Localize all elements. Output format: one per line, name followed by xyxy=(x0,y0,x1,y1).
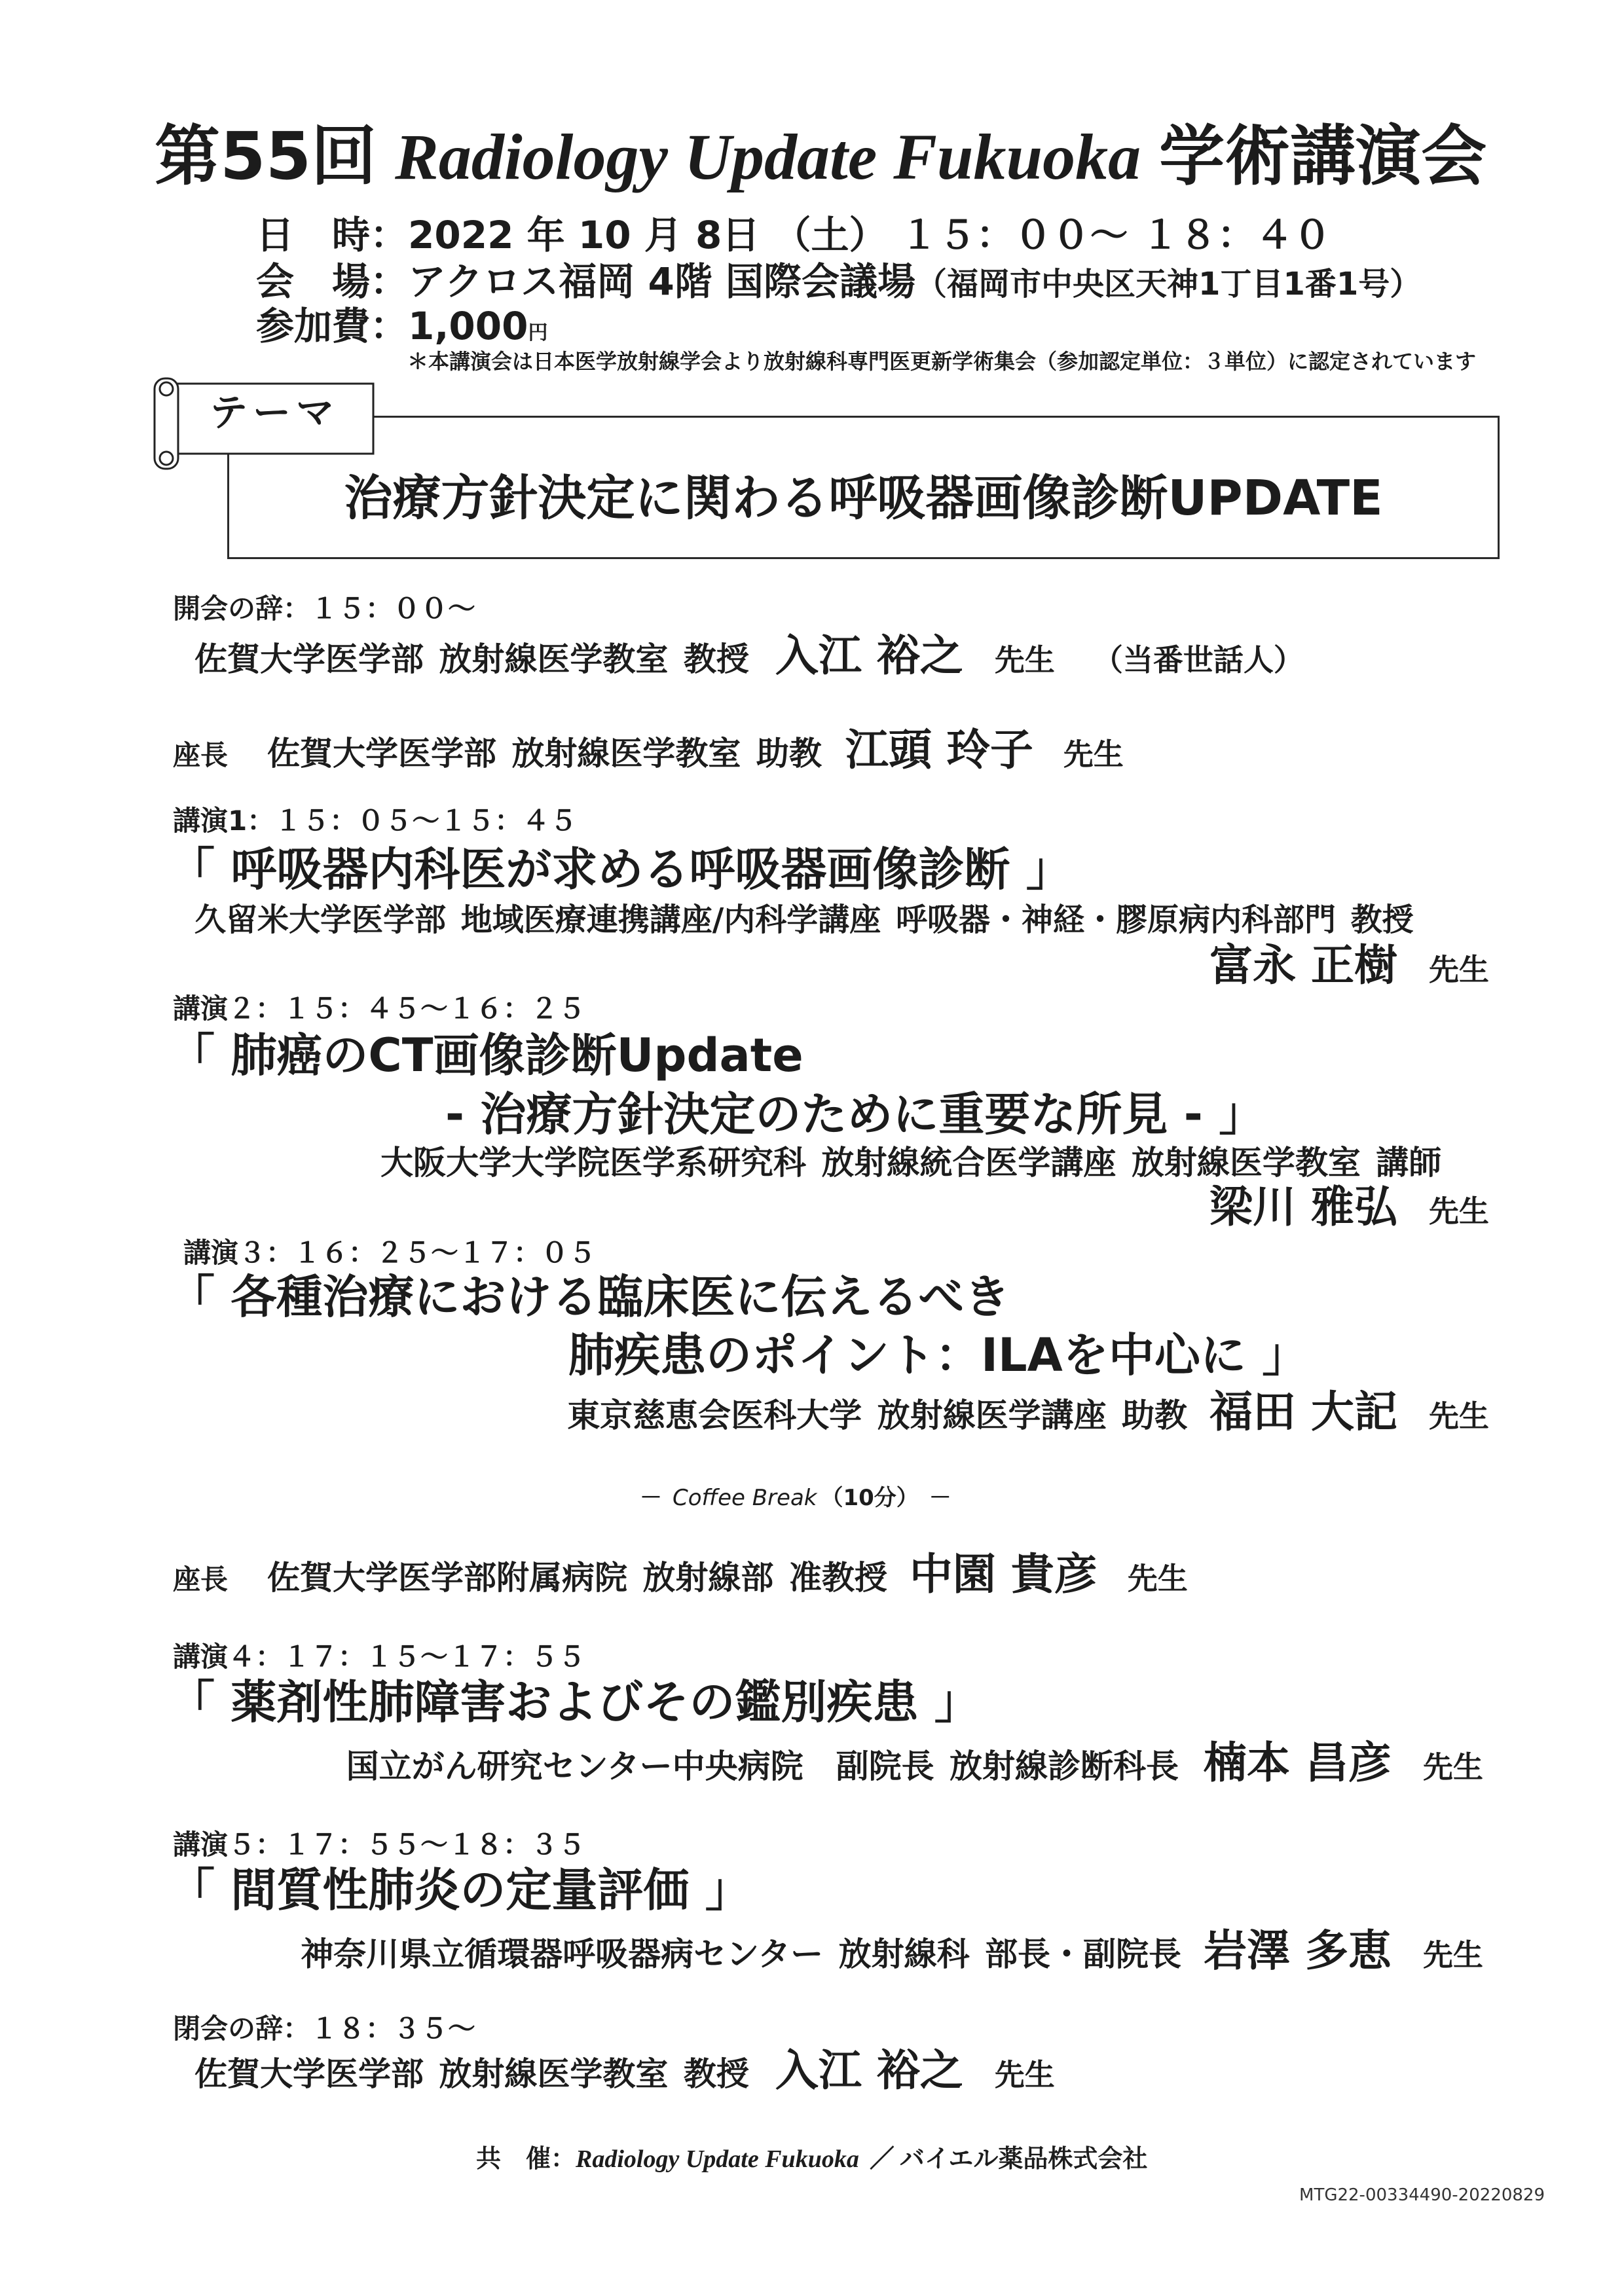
lecture-4-speaker-honorific: 先生 xyxy=(1423,1749,1483,1785)
lecture-2-speaker xyxy=(1209,1181,1489,1233)
lecture-3-affiliation: 東京慈恵会医科大学 放射線医学講座 助教 xyxy=(567,1396,1188,1434)
opening-speaker-org: 佐賀大学医学部 放射線医学教室 教授 xyxy=(194,640,749,678)
opening-speaker-honorific: 先生 xyxy=(994,642,1055,678)
lecture-3-speaker xyxy=(567,1386,1489,1438)
closing-label: 閉会の辞：１８：３５～ xyxy=(173,2013,476,2045)
event-title xyxy=(155,117,1486,196)
lecture-3-title-line-1: 「 各種治療における臨床医に伝えるべき xyxy=(169,1270,1010,1324)
venue-line xyxy=(256,259,1421,305)
lecture-1-time: 講演1：１５：０５～１５：４５ xyxy=(173,805,578,837)
theme-text: 治療方針決定に関わる呼吸器画像診断UPDATE xyxy=(344,470,1383,526)
cohost-line xyxy=(476,2144,1147,2175)
closing-speaker xyxy=(194,2045,1055,2096)
venue-address: （福岡市中央区天神1丁目1番1号） xyxy=(915,266,1422,302)
lecture-1-affiliation: 久留米大学医学部 地域医療連携講座/内科学講座 呼吸器・神経・膠原病内科部門 教授 xyxy=(194,902,1414,938)
cohost-name: Radiology Update Fukuoka xyxy=(576,2145,859,2173)
chair-1-org: 佐賀大学医学部 放射線医学教室 助教 xyxy=(267,735,822,773)
lecture-5-speaker xyxy=(301,1925,1483,1977)
title-suffix: 学術講演会 xyxy=(1159,118,1487,194)
lecture-3-speaker-honorific: 先生 xyxy=(1429,1398,1489,1434)
chair-2-org: 佐賀大学医学部附属病院 放射線部 准教授 xyxy=(267,1559,887,1597)
lecture-1-speaker-honorific: 先生 xyxy=(1429,952,1489,987)
document-code: MTG22-00334490-20220829 xyxy=(1299,2185,1545,2205)
lecture-4-speaker-name: 楠本 昌彦 xyxy=(1204,1738,1392,1788)
break-prefix: － xyxy=(640,1485,662,1511)
opening-speaker xyxy=(194,630,1304,682)
lecture-5-affiliation: 神奈川県立循環器呼吸器病センター 放射線科 部長・副院長 xyxy=(301,1935,1182,1973)
chair-1-name: 江頭 玲子 xyxy=(845,725,1033,775)
chair-2-label: 座長 xyxy=(173,1563,229,1595)
theme-tab-label: テーマ xyxy=(209,390,339,435)
lecture-3-speaker-name: 福田 大記 xyxy=(1209,1387,1397,1437)
chair-1-honorific: 先生 xyxy=(1063,737,1124,772)
break-label: Coffee Break xyxy=(673,1485,817,1511)
cohost-company: バイエル薬品株式会社 xyxy=(899,2144,1148,2173)
lecture-1-speaker-name: 富永 正樹 xyxy=(1209,940,1397,991)
venue-value: アクロス福岡 4階 国際会議場 xyxy=(408,259,916,304)
accreditation-note: ＊本講演会は日本医学放射線学会より放射線科専門医更新学術集会（参加認定単位：３単位）に認定されています xyxy=(407,349,1477,374)
lecture-2-affiliation: 大阪大学大学院医学系研究科 放射線統合医学講座 放射線医学教室 講師 xyxy=(380,1144,1442,1182)
opening-speaker-name: 入江 裕之 xyxy=(775,630,963,681)
fee-amount: 1,000 xyxy=(408,304,528,348)
opening-label: 開会の辞：１５：００～ xyxy=(173,592,476,625)
chair-1 xyxy=(173,724,1124,776)
chair-2-honorific: 先生 xyxy=(1127,1561,1188,1596)
date-value: 2022 年 10 月 8日 （土） １５：００～ １８：４０ xyxy=(408,213,1331,257)
lecture-1-speaker xyxy=(1209,939,1489,991)
chair-1-label: 座長 xyxy=(173,739,229,771)
coffee-break xyxy=(640,1485,951,1512)
lecture-3-time: 講演３：１６：２５～１７：０５ xyxy=(183,1237,597,1269)
lecture-5-speaker-name: 岩澤 多恵 xyxy=(1204,1925,1392,1976)
date-label: 日 時 xyxy=(256,213,371,257)
lecture-2-title-line-1: 「 肺癌のCT画像診断Update xyxy=(169,1029,803,1082)
break-suffix: － xyxy=(929,1485,951,1511)
lecture-4-affiliation: 国立がん研究センター中央病院 副院長 放射線診断科長 xyxy=(346,1747,1179,1785)
cohost-separator: ／ xyxy=(869,2144,895,2173)
lecture-2-speaker-honorific: 先生 xyxy=(1429,1194,1489,1229)
lecture-4-time: 講演４：１７：１５～１７：５５ xyxy=(173,1641,586,1673)
venue-label: 会 場 xyxy=(256,259,371,304)
fee-unit: 円 xyxy=(528,321,548,344)
chair-2-name: 中園 貴彦 xyxy=(909,1549,1098,1599)
fee-label: 参加費 xyxy=(256,304,371,348)
venue-colon: ： xyxy=(370,259,409,304)
lecture-4-title-line-1: 「 薬剤性肺障害およびその鑑別疾患 」 xyxy=(169,1675,980,1729)
fee-line xyxy=(256,304,548,350)
title-edition: 第55回 xyxy=(155,118,377,194)
lecture-2-time: 講演２：１５：４５～１６：２５ xyxy=(173,993,586,1025)
lecture-5-title-line-1: 「 間質性肺炎の定量評価 」 xyxy=(169,1863,751,1917)
lecture-5-speaker-honorific: 先生 xyxy=(1423,1937,1483,1973)
lecture-3-title-line-2: 肺疾患のポイント：ILAを中心に 」 xyxy=(568,1328,1308,1382)
lecture-5-time: 講演５：１７：５５～１８：３５ xyxy=(173,1829,586,1861)
title-event-name: Radiology Update Fukuoka xyxy=(395,120,1141,193)
lecture-2-speaker-name: 梁川 雅弘 xyxy=(1209,1182,1397,1232)
closing-speaker-honorific: 先生 xyxy=(994,2057,1055,2092)
theme-box xyxy=(227,416,1500,559)
closing-speaker-name: 入江 裕之 xyxy=(775,2045,963,2096)
date-colon: ： xyxy=(370,213,409,257)
cohost-label: 共 催： xyxy=(476,2144,576,2173)
fee-colon: ： xyxy=(370,304,409,348)
date-line xyxy=(256,213,1331,259)
closing-speaker-org: 佐賀大学医学部 放射線医学教室 教授 xyxy=(194,2055,749,2093)
lecture-1-title-line-1: 「 呼吸器内科医が求める呼吸器画像診断 」 xyxy=(169,843,1072,896)
chair-2 xyxy=(173,1548,1188,1600)
break-duration: （10分） xyxy=(821,1485,919,1511)
lecture-2-title-line-2: - 治療方針決定のために重要な所見 - 」 xyxy=(445,1087,1265,1141)
opening-speaker-role: （当番世話人） xyxy=(1092,642,1304,678)
lecture-4-speaker xyxy=(346,1737,1483,1789)
